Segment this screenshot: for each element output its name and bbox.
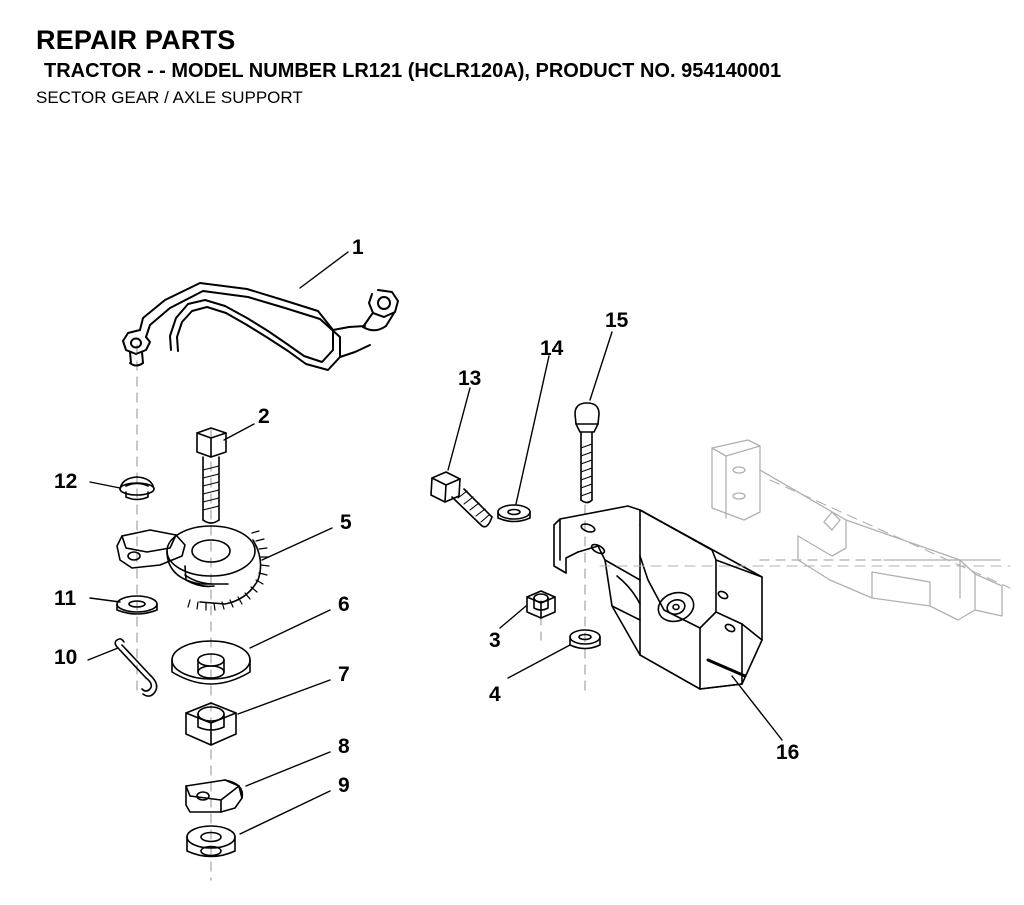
part-10-cotter-pin — [115, 639, 156, 696]
part-5-sector-gear — [117, 526, 269, 610]
callout-1: 1 — [352, 236, 364, 259]
page-title: REPAIR PARTS — [36, 25, 236, 55]
phantom-frame — [712, 440, 1002, 620]
part-14-washer-sleeve — [498, 505, 530, 522]
callout-8: 8 — [338, 735, 350, 758]
model-subtitle: TRACTOR - - MODEL NUMBER LR121 (HCLR120A), PRODUCT NO. 954140001 — [44, 60, 782, 83]
part-2-hex-bolt — [197, 428, 226, 523]
leader-lines — [88, 252, 782, 834]
callout-16: 16 — [776, 741, 800, 764]
part-16-axle-support-bracket — [554, 506, 762, 689]
callout-11: 11 — [54, 587, 77, 610]
phantom-centerline — [600, 480, 1010, 588]
callout-13: 13 — [458, 367, 482, 390]
centerline-right — [541, 505, 960, 690]
callout-15: 15 — [605, 309, 629, 332]
callout-6: 6 — [338, 593, 350, 616]
part-8-retainer-strap — [186, 780, 242, 812]
section-title: SECTOR GEAR / AXLE SUPPORT — [36, 88, 303, 108]
callout-12: 12 — [54, 470, 78, 493]
callout-7: 7 — [338, 663, 350, 686]
part-13-hex-bolt — [431, 472, 492, 527]
callout-5: 5 — [340, 511, 352, 534]
callout-2: 2 — [258, 405, 270, 428]
callout-10: 10 — [54, 646, 78, 669]
part-3-hex-nut-small — [527, 591, 555, 618]
part-1-drag-link-rod — [123, 283, 398, 370]
callout-3: 3 — [489, 629, 501, 652]
callout-9: 9 — [338, 774, 350, 797]
callout-14: 14 — [540, 337, 564, 360]
part-15-carriage-bolt — [575, 403, 599, 503]
callout-4: 4 — [489, 683, 501, 706]
